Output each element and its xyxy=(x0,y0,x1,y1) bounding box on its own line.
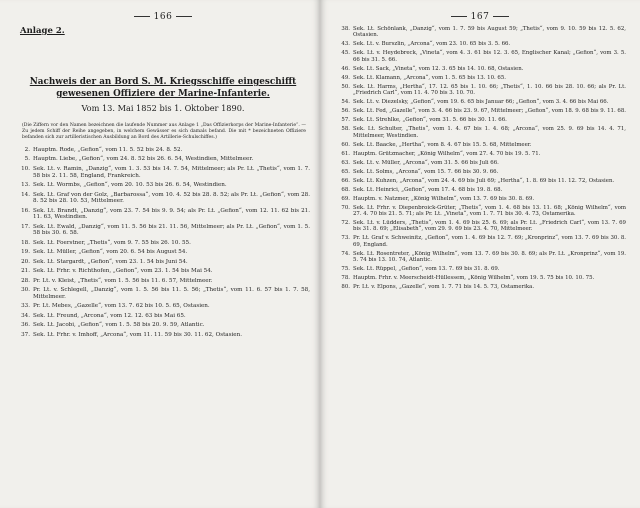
entry-number: 18. xyxy=(21,239,30,246)
appendix-label: Anlage 2. xyxy=(20,26,65,36)
entry-number: 10. xyxy=(21,165,30,172)
entry-text: Sek. Lt. v. Lüdders, „Thetis“, vom 1. 4. 69 bis 25. 6. 69; als Pr. Lt. „Friedrich Carl“, vom 13. 7. 69 bis 31. 8. 69; „Elisabeth“, vom 29. 9. 69 bis 23. 4. 70, Mittelmeer. xyxy=(353,220,626,233)
entry-text: Sek. Lt. Heinrici, „Gefion“, vom 17. 4. 68 bis 19. 8. 68. xyxy=(353,186,503,193)
entry-number: 69. xyxy=(341,195,350,202)
entry-text: Sek. Lt. Solms, „Arcona“, vom 15. 7. 66 bis 30. 9. 66. xyxy=(353,168,499,175)
entry-text: Sek. Lt. Kuhzen, „Arcona“, vom 24. 4. 69 bis Juli 69; „Hertha“, 1. 8. 69 bis 11. 12. 72, Ostasien. xyxy=(353,177,615,184)
entry-number: 2. xyxy=(24,147,30,153)
entry-text: Pr. Lt. Graf v. Schweinitz, „Gefion“, vom 1. 4. 69 bis 12. 7. 69; „Kronprinz“, vom 13. 7. 69 bis 30. 8. 69, England. xyxy=(353,235,626,248)
entry-text: Pr. Lt. v. Schlegell, „Danzig“, vom 1. 5. 56 bis 11. 5. 56; „Thetis“, vom 11. 6. 57 bis 1. 7. 58, Mittelmeer. xyxy=(33,287,310,300)
entry-number: 54. xyxy=(341,99,350,106)
list-item xyxy=(16,332,310,339)
list-item xyxy=(334,126,626,139)
list-item xyxy=(334,108,626,114)
list-item xyxy=(334,84,626,97)
entry-text: Sek. Lt. Foerstner, „Thetis“, vom 9. 7. 55 bis 26. 10. 55. xyxy=(33,239,191,246)
entry-text: Sek. Lt. Müller, „Gefion“, vom 20. 6. 54 bis August 54. xyxy=(33,249,188,256)
entry-text: Sek. Lt. Rüppel, „Gefion“, vom 13. 7. 69 bis 31. 8. 69. xyxy=(353,266,500,273)
entry-number: 74. xyxy=(341,250,350,257)
entry-number: 36. xyxy=(21,322,30,329)
list-item xyxy=(16,208,310,221)
entry-text: Sek. Lt. v. Heydebreck, „Vineta“, vom 4. 3. 61 bis 12. 3. 65, Englischer Kanal; „Gefion“, vom 3. 5. 66 bis 31. 5. 66. xyxy=(353,50,626,63)
list-item xyxy=(16,224,310,237)
entry-number: 45. xyxy=(341,50,350,57)
title-line-2: gewesenen Offiziere der Marine-Infanterie. xyxy=(56,89,270,99)
explanatory-note: (Die Ziffern vor den Namen bezeichnen die laufende Nummer aus Anlage 1 „Das Offizierkorps der Marine-Infanterie“. — Zu jedem Schiff der Reihe angegeben, in welchem Gewässer es sich damals befand. Die mit * bezeichneten Offiziere befanden sich zur artilleristischen Ausbildung an Bord des Artillerie-Schulschiffes.) xyxy=(22,123,306,140)
list-item xyxy=(334,205,626,218)
entry-text: Sek. Lt. v. Ramin, „Danzig“, vom 1. 3. 53 bis 14. 7. 54, Mittelmeer; als Pr. Lt. „Thetis“, vom 1. 7. 58 bis 2. 11. 58, England, Frankreich. xyxy=(33,165,310,179)
list-item xyxy=(334,266,626,272)
entry-number: 43. xyxy=(341,41,350,48)
entry-number: 49. xyxy=(341,74,350,81)
list-item xyxy=(334,235,626,248)
page-number: 166 xyxy=(16,12,310,22)
list-item xyxy=(16,268,310,275)
list-item xyxy=(16,303,310,310)
officer-list xyxy=(16,147,310,338)
list-item xyxy=(334,26,626,39)
entry-number: 57. xyxy=(341,117,350,124)
entry-text: Hauptm. Grützmacher, „König Wilhelm“, vom 27. 4. 70 bis 19. 5. 71. xyxy=(353,150,541,157)
entry-text: Sek. Lt. Frhr. v. Imhoff, „Arcona“, vom 11. 11. 59 bis 30. 11. 62, Ostasien. xyxy=(33,331,242,338)
list-item xyxy=(16,156,310,163)
entry-text: Sek. Lt. Klamann, „Arcona“, vom 1. 5. 65 bis 13. 10. 65. xyxy=(353,74,507,81)
entry-number: 66. xyxy=(341,177,350,184)
entry-number: 73. xyxy=(341,235,350,242)
entry-number: 5. xyxy=(24,156,30,163)
entry-text: Sek. Lt. v. Diezelsky, „Gefion“, vom 19. 6. 65 bis Januar 66; „Gefion“, vom 3. 4. 66 bis Mai 66. xyxy=(353,99,609,106)
list-item xyxy=(334,284,626,290)
entry-number: 68. xyxy=(341,186,350,193)
list-item xyxy=(16,240,310,247)
entry-text: Sek. Lt. Rosentreter, „König Wilhelm“, vom 13. 7. 69 bis 30. 8. 69; als Pr. Lt. „Kronprinz“, vom 19. 5. 74 bis 13. 10. 74, Atlantic. xyxy=(353,250,626,264)
entry-text: Sek. Lt. Baacke, „Hertha“, vom 8. 4. 67 bis 15. 5. 68, Mittelmeer. xyxy=(353,141,532,148)
entry-text: Pr. Lt. Mebes, „Gazelle“, vom 13. 7. 62 bis 10. 5. 65, Ostasien. xyxy=(33,303,210,310)
entry-number: 63. xyxy=(341,159,350,166)
list-item xyxy=(16,322,310,329)
entry-number: 19. xyxy=(21,249,30,256)
entry-text: Sek. Lt. Sack, „Vineta“, vom 12. 3. 65 bis 14. 10. 68, Ostasien. xyxy=(353,65,524,72)
list-item xyxy=(334,117,626,123)
entry-text: Sek. Lt. Frhr. v. Diepenbroick-Grüter, „Thetis“, vom 1. 4. 68 bis 13. 11. 68; „König Wilhelm“, vom 27. 4. 70 bis 21. 5. 71; als Pr. Lt. „Vineta“, vom 1. 7. 71 bis 30. 4. 73, Ostamerika. xyxy=(353,204,626,218)
list-item xyxy=(16,287,310,300)
list-item xyxy=(334,41,626,47)
list-item xyxy=(334,99,626,105)
list-item xyxy=(334,50,626,63)
entry-number: 14. xyxy=(21,191,30,198)
list-item xyxy=(16,147,310,154)
list-item xyxy=(334,142,626,148)
entry-text: Hauptm. v. Natzmer, „König Wilhelm“, vom 13. 7. 69 bis 30. 8. 69. xyxy=(353,195,535,202)
entry-text: Pr. Lt. v. Elpons, „Gazelle“, vom 1. 7. 71 bis 14. 5. 73, Ostamerika. xyxy=(353,284,535,291)
entry-number: 17. xyxy=(21,223,30,230)
entry-number: 33. xyxy=(21,303,30,310)
entry-number: 21. xyxy=(21,268,30,275)
entry-number: 56. xyxy=(341,108,350,115)
entry-text: Sek. Lt. Ewald, „Danzig“, vom 11. 5. 56 bis 21. 11. 56, Mittelmeer; als Pr. Lt. „Gefion“, vom 1. 5. 58 bis 30. 6. 58. xyxy=(33,223,310,237)
list-item xyxy=(334,151,626,157)
entry-text: Sek. Lt. Frhr. v. Richthofen, „Gefion“, vom 23. 1. 54 bis Mai 54. xyxy=(33,268,213,275)
entry-text: Sek. Lt. Graf von der Golz, „Barbarossa“, vom 10. 4. 52 bis 28. 8. 52; als Pr. Lt. „Gefion“, vom 28. 8. 52 bis 28. 10. 53, Mittelmeer. xyxy=(33,191,310,205)
entry-number: 70. xyxy=(341,204,350,211)
entry-text: Hauptm. Liebe, „Gefion“, vom 24. 8. 52 bis 26. 6. 54, Westindien, Mittelmeer. xyxy=(33,156,254,163)
page-number: 167 xyxy=(334,12,626,22)
entry-number: 61. xyxy=(341,150,350,157)
entry-text: Sek. Lt. Harms, „Hertha“, 17. 12. 65 bis 1. 10. 66; „Thetis“, 1. 10. 66 bis 28. 10. 66; als Pr. Lt. „Friedrich Carl“, vom 11. 4. 70 bis 3. 10. 70. xyxy=(353,83,626,97)
entry-text: Sek. Lt. Brandt, „Danzig“, vom 23. 7. 54 bis 9. 9. 54; als Pr. Lt. „Gefion“, vom 12. 11. 62 bis 21. 11. 63, Westindien. xyxy=(33,207,310,221)
list-item xyxy=(334,196,626,202)
entry-text: Sek. Lt. Fed, „Gazelle“, vom 3. 4. 66 bis 23. 9. 67, Mittelmeer; „Gefion“, vom 18. 9. 68 bis 9. 11. 68. xyxy=(353,108,626,115)
entry-text: Sek. Lt. Jacobi, „Gefion“, vom 1. 5. 58 bis 20. 9. 59, Atlantic. xyxy=(33,322,205,329)
page-title xyxy=(16,76,310,100)
list-item xyxy=(334,178,626,184)
entry-text: Pr. Lt. v. Kleist, „Thetis“, vom 1. 5. 56 bis 11. 6. 57, Mittelmeer. xyxy=(33,277,213,284)
title-line-1: Nachweis der an Bord S. M. Kriegsschiffe eingeschifft xyxy=(29,77,297,87)
entry-number: 38. xyxy=(341,26,350,32)
entry-number: 30. xyxy=(21,287,30,294)
list-item xyxy=(16,259,310,266)
entry-number: 20. xyxy=(21,258,30,265)
list-item xyxy=(334,160,626,166)
entry-number: 80. xyxy=(341,284,350,291)
entry-text: Sek. Lt. v. Burszlin, „Arcona“, vom 23. 10. 65 bis 3. 5. 66. xyxy=(353,41,511,48)
entry-text: Sek. Lt. v. Müller, „Arcona“, vom 31. 5. 66 bis Juli 66. xyxy=(353,159,499,166)
list-item xyxy=(16,313,310,320)
list-item xyxy=(16,166,310,179)
list-item xyxy=(334,169,626,175)
entry-text: Sek. Lt. Strehlke, „Gefion“, vom 31. 5. 66 bis 30. 11. 66. xyxy=(353,117,507,124)
entry-number: 13. xyxy=(21,182,30,189)
list-item xyxy=(334,220,626,233)
entry-number: 50. xyxy=(341,83,350,90)
list-item xyxy=(16,182,310,189)
date-range: Vom 13. Mai 1852 bis 1. Oktober 1890. xyxy=(81,103,245,113)
entry-number: 72. xyxy=(341,220,350,227)
entry-text: Hauptm. Rode, „Gefion“, vom 11. 5. 52 bis 24. 8. 52. xyxy=(33,147,183,153)
entry-number: 34. xyxy=(21,312,30,319)
right-page xyxy=(320,0,640,508)
entry-number: 37. xyxy=(21,331,30,338)
list-item xyxy=(16,192,310,205)
entry-text: Sek. Lt. Schönlank, „Danzig“, vom 1. 7. 59 bis August 59; „Thetis“, vom 9. 10. 59 bis 12. 5. 62, Ostasien. xyxy=(353,26,626,39)
list-item xyxy=(334,251,626,264)
entry-number: 75. xyxy=(341,266,350,273)
list-item xyxy=(334,187,626,193)
entry-number: 78. xyxy=(341,275,350,282)
entry-number: 65. xyxy=(341,168,350,175)
entry-text: Sek. Lt. Schulter, „Thetis“, vom 1. 4. 67 bis 1. 4. 68; „Arcona“, vom 25. 9. 69 bis 14. 4. 71, Mittelmeer, Westindien. xyxy=(353,126,626,139)
entry-number: 28. xyxy=(21,277,30,284)
entry-number: 60. xyxy=(341,141,350,148)
list-item xyxy=(334,75,626,81)
entry-number: 46. xyxy=(341,65,350,72)
list-item xyxy=(16,278,310,285)
entry-text: Hauptm. Frhr. v. Meerscheidt-Hüllessem, „König Wilhelm“, vom 19. 5. 75 bis 10. 10. 75. xyxy=(353,275,595,282)
entry-text: Sek. Lt. Wormbs, „Gefion“, vom 20. 10. 53 bis 26. 6. 54, Westindien. xyxy=(33,182,227,189)
entry-text: Sek. Lt. Stargardt, „Gefion“, vom 23. 1. 54 bis Juni 54. xyxy=(33,258,188,265)
officer-list xyxy=(334,26,626,291)
list-item xyxy=(334,275,626,281)
entry-number: 58. xyxy=(341,126,350,133)
entry-number: 16. xyxy=(21,207,30,214)
entry-text: Sek. Lt. Freund, „Arcona“, vom 12. 12. 63 bis Mai 65. xyxy=(33,312,186,319)
list-item xyxy=(334,66,626,72)
list-item xyxy=(16,249,310,256)
